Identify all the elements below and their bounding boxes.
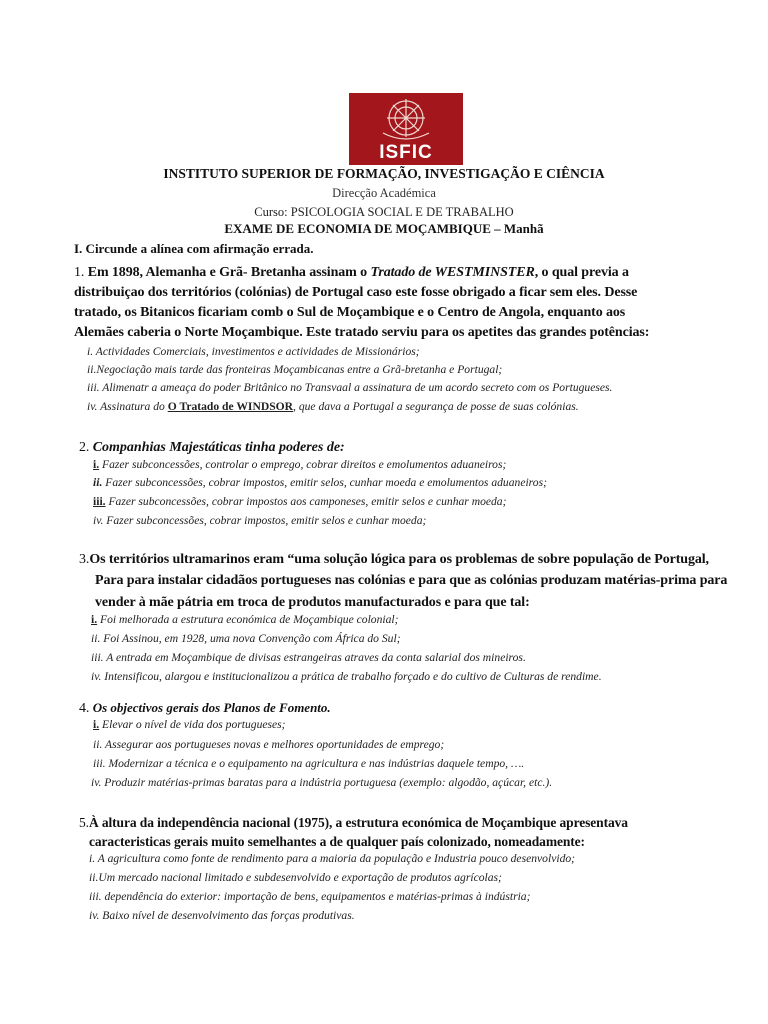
q4-option-iv[interactable]: iv. Produzir matérias-primas baratas para a indústria portuguesa (exemplo: algodão, açúcar, etc.).	[91, 776, 553, 789]
q1-line1	[74, 262, 629, 284]
q2-option-ii[interactable]	[93, 476, 547, 489]
q4-heading-line	[79, 698, 331, 720]
q1-option-iv[interactable]	[87, 400, 579, 413]
q2-opt3-text: Fazer subconcessões, cobrar impostos aos camponeses, emitir selos e cunhar moeda;	[105, 495, 507, 508]
logo-text: ISFIC	[379, 142, 433, 163]
q2-opt3-label: iii.	[93, 495, 106, 508]
q3-option-iv[interactable]: iv. Intensificou, alargou e institucionalizou a prática de trabalho forçado e do cultivo de Culturas de rendime.	[91, 670, 602, 683]
q3-opt1-label: i.	[91, 613, 98, 626]
q4-option-ii[interactable]: ii. Assegurar aos portugueses novas e melhores oportunidades de emprego;	[93, 738, 445, 751]
q1-line3: tratado, os Bitanicos ficariam comb o Sul de Moçambique e o Centro de Angola, enquanto aos	[74, 305, 626, 320]
q2-opt2-text: Fazer subconcessões, cobrar impostos, emitir selos, cunhar moeda e emolumentos aduaneiros;	[102, 476, 547, 489]
q1-treaty-name: Tratado de WESTMINSTER	[370, 265, 535, 280]
q3-text1: Os territórios ultramarinos eram “uma solução lógica para os problemas de sobre população de Portugal,	[89, 552, 709, 567]
q1-text-a: Em 1898, Alemanha e Grã- Bretanha assinam o	[87, 265, 371, 280]
q4-option-iii[interactable]: iii. Modernizar a técnica e o equipamento na agricultura e nas indústrias daquele tempo, ….	[93, 757, 525, 770]
q1-number: 1.	[74, 265, 88, 280]
q1-option-ii[interactable]: ii.Negociação mais tarde das fronteiras Moçambicanas entre a Grã-bretanha e Portugal;	[87, 363, 503, 376]
q3-option-iii[interactable]: iii. A entrada em Moçambique de divisas estrangeiras atraves da conta salarial dos mineiros.	[91, 651, 526, 664]
q5-option-iv[interactable]: iv. Baixo nível de desenvolvimento das forças produtivas.	[89, 909, 355, 922]
q3-option-i[interactable]	[91, 613, 399, 626]
q1-line4: Alemães caberia o Norte Moçambique. Este tratado serviu para os apetites das grandes potências:	[74, 325, 650, 340]
q2-opt1-label: i.	[93, 458, 100, 471]
q5-option-iii[interactable]: iii. dependência do exterior: importação de bens, equipamentos e matérias-primas à indústria;	[89, 890, 531, 903]
q2-opt1-text: Fazer subconcessões, controlar o emprego, cobrar direitos e emolumentos aduaneiros;	[99, 458, 507, 471]
institute-name: INSTITUTO SUPERIOR DE FORMAÇÃO, INVESTIGAÇÃO E CIÊNCIA	[163, 166, 605, 181]
q5-text1: À altura da independência nacional (1975), a estrutura económica de Moçambique apresentava	[88, 815, 628, 830]
q3-line1	[79, 549, 709, 571]
q2-heading: Companhias Majestáticas tinha poderes de:	[92, 440, 345, 455]
q5-option-ii[interactable]: ii.Um mercado nacional limitado e subdesenvolvido e exportação de produtos agrícolas;	[89, 871, 502, 884]
q2-option-i[interactable]	[93, 458, 506, 471]
q1-opt4-treaty: O Tratado de WINDSOR	[167, 400, 294, 413]
q3-opt1-text: Foi melhorada a estrutura económica de Moçambique colonial;	[97, 613, 399, 626]
q4-number: 4.	[79, 701, 93, 716]
direction-label: Direcção Académica	[332, 186, 436, 200]
q2-option-iii[interactable]	[93, 495, 506, 508]
q2-number: 2.	[79, 440, 93, 455]
q4-option-i[interactable]	[93, 718, 286, 731]
q3-line3: vender à mãe pátria em troca de produtos manufacturados e para que tal:	[95, 595, 530, 610]
q3-number: 3.	[79, 552, 90, 567]
q2-heading-line	[79, 437, 345, 459]
q2-option-iv[interactable]	[93, 514, 426, 527]
q1-line2: distribuiçao dos territórios (colónias) de Portugal caso este fosse obrigado a ficar sem eles. Desse	[74, 285, 638, 300]
q1-text-c: , o qual previa a	[534, 265, 629, 280]
q1-opt4-c: , que dava a Portugal a segurança de posse de suas colónias.	[293, 400, 579, 413]
q1-option-i[interactable]: i. Actividades Comerciais, investimentos e actividades de Missionários;	[87, 345, 420, 358]
q1-option-iii[interactable]: iii. Alimenatr a ameaça do poder Britânico no Transvaal a assinatura de um acordo secreto com os Portugueses.	[87, 381, 613, 394]
q5-number: 5.	[79, 815, 89, 830]
q2-opt2-label: ii.	[93, 476, 103, 489]
course-label: Curso: PSICOLOGIA SOCIAL E DE TRABALHO	[254, 205, 514, 219]
q5-line2: caracteristicas gerais muito semelhantes a de qualquer país colonizado, nomeadamente:	[89, 834, 585, 849]
q4-opt1-text: Elevar o nível de vida dos portugueses;	[99, 718, 286, 731]
q4-opt1-label: i.	[93, 718, 100, 731]
q4-heading: Os objectivos gerais dos Planos de Fomento.	[92, 700, 331, 715]
q3-option-ii[interactable]: ii. Foi Assinou, em 1928, uma nova Convenção com África do Sul;	[91, 632, 401, 645]
instruction: I. Circunde a alínea com afirmação errada.	[74, 241, 314, 256]
q2-opt4-text: iv. Fazer subconcessões, cobrar impostos, emitir selos e cunhar moeda;	[93, 514, 427, 527]
q1-opt4-a: iv. Assinatura do	[87, 400, 168, 413]
isfic-logo	[349, 93, 463, 165]
q5-option-i[interactable]: i. A agricultura como fonte de rendimento para a maioria da população e Industria pouco desenvolvido;	[89, 852, 576, 865]
q3-line2: Para para instalar cidadãos portugueses nas colónias e para que as colónias produzam matérias-prima para	[95, 573, 728, 588]
exam-title: EXAME DE ECONOMIA DE MOÇAMBIQUE – Manhã	[224, 221, 544, 236]
